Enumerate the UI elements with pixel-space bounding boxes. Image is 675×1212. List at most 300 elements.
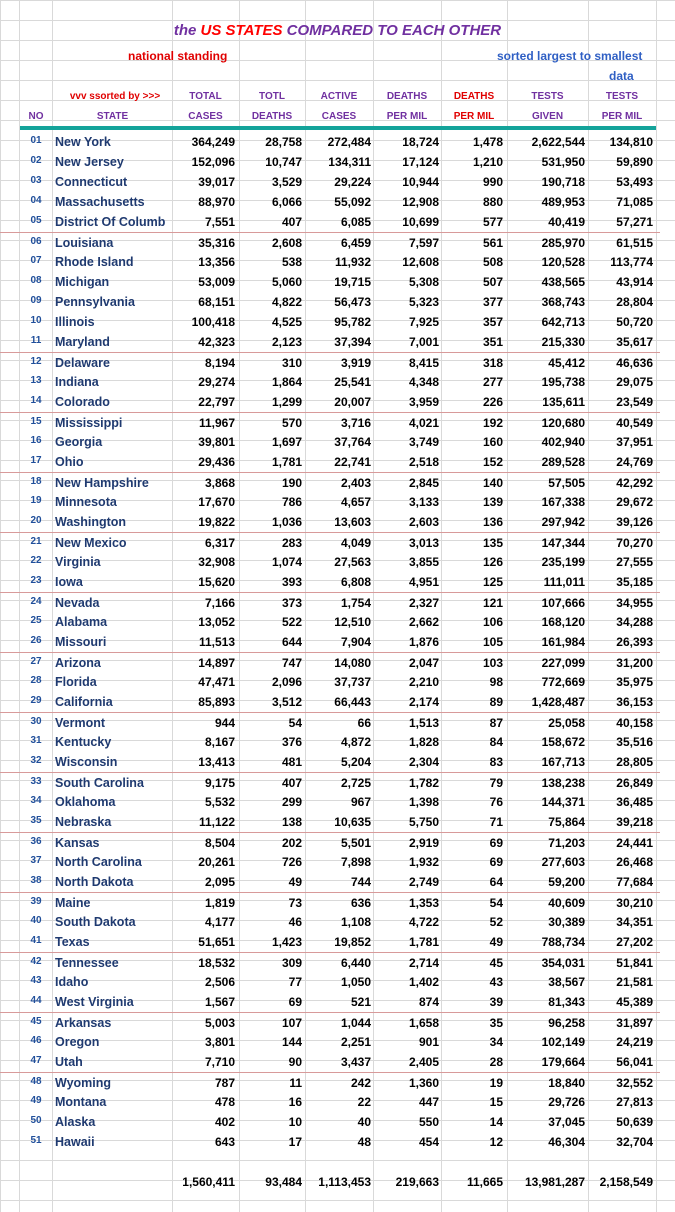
deaths-per-mil-2: 160 (482, 435, 503, 449)
total-deaths: 54 (288, 716, 302, 730)
sort-note: vvv ssorted by >>> (69, 91, 161, 102)
tests-per-mil: 50,720 (616, 315, 653, 329)
total-deaths: 2,096 (271, 675, 302, 689)
tests-per-mil: 134,810 (609, 135, 653, 149)
active-cases: 22,741 (334, 455, 371, 469)
total-deaths: 11 (289, 1076, 302, 1090)
total-deaths: 138 (281, 815, 302, 829)
deaths-per-mil-2: 35 (489, 1016, 503, 1030)
tests-given: 168,120 (541, 615, 585, 629)
header-dpm2-top: DEATHS (453, 91, 495, 102)
header-tests-top: TESTS (531, 91, 564, 102)
row-number: 46 (30, 1035, 42, 1046)
total-cases: 364,249 (191, 135, 235, 149)
total-deaths: 69 (288, 995, 302, 1009)
row-number: 01 (30, 135, 42, 146)
state-name: Iowa (55, 575, 83, 589)
row-number: 14 (30, 395, 42, 406)
state-name: Virginia (55, 555, 101, 569)
tests-given: 96,258 (548, 1016, 585, 1030)
row-number: 50 (30, 1115, 42, 1126)
state-name: Utah (55, 1055, 83, 1069)
table-row (0, 792, 660, 812)
deaths-per-mil: 1,402 (408, 975, 439, 989)
row-number: 13 (30, 375, 42, 386)
tests-given: 138,238 (541, 776, 585, 790)
state-name: Indiana (55, 375, 99, 389)
tests-per-mil: 24,441 (616, 836, 653, 850)
deaths-per-mil: 7,001 (408, 335, 439, 349)
total-cases: 8,194 (204, 356, 235, 370)
deaths-per-mil-2: 357 (482, 315, 503, 329)
total-cases: 13,052 (198, 615, 235, 629)
total-deaths: 2,123 (271, 335, 302, 349)
active-cases: 13,603 (334, 515, 371, 529)
tests-given: 438,565 (541, 275, 585, 289)
total-tests: 13,981,287 (524, 1175, 585, 1189)
active-cases: 2,725 (340, 776, 371, 790)
row-number: 39 (30, 896, 42, 907)
table-row (0, 472, 660, 492)
tests-per-mil: 39,218 (616, 815, 653, 829)
deaths-per-mil-2: 277 (482, 375, 503, 389)
row-number: 20 (30, 515, 42, 526)
table-row (0, 232, 660, 252)
table-row (0, 212, 660, 232)
totals-row (0, 1172, 660, 1192)
state-name: West Virginia (55, 995, 134, 1009)
deaths-per-mil: 1,398 (408, 795, 439, 809)
deaths-per-mil-2: 577 (482, 215, 503, 229)
total-cases: 13,356 (198, 255, 235, 269)
active-cases: 3,437 (340, 1055, 371, 1069)
subtitle-left: national standing (128, 49, 228, 63)
table-row (0, 352, 660, 372)
total-deaths: 2,608 (271, 236, 302, 250)
total-cases: 20,261 (198, 855, 235, 869)
state-name: Maryland (55, 335, 110, 349)
tests-given: 227,099 (541, 656, 585, 670)
state-name: California (55, 695, 113, 709)
total-cases: 88,970 (198, 195, 235, 209)
tests-per-mil: 27,813 (616, 1095, 653, 1109)
deaths-per-mil: 12,908 (402, 195, 439, 209)
tests-per-mil: 31,200 (616, 656, 653, 670)
tests-given: 147,344 (541, 536, 585, 550)
table-row (0, 372, 660, 392)
state-name: Delaware (55, 356, 110, 370)
active-cases: 636 (350, 896, 371, 910)
row-number: 12 (30, 356, 42, 367)
page-title: the US STATES COMPARED TO EACH OTHER (173, 22, 502, 39)
state-name: Alabama (55, 615, 108, 629)
state-name: Connecticut (55, 175, 128, 189)
table-row (0, 292, 660, 312)
deaths-per-mil: 10,944 (402, 175, 439, 189)
tests-given: 120,680 (541, 416, 585, 430)
total-cases: 3,868 (204, 476, 235, 490)
table-row (0, 512, 660, 532)
total-cases: 100,418 (191, 315, 235, 329)
total-deaths: 73 (288, 896, 302, 910)
row-number: 45 (30, 1016, 42, 1027)
table-row (0, 452, 660, 472)
row-number: 44 (30, 995, 42, 1006)
header-deaths-top: TOTL (259, 91, 285, 102)
active-cases: 19,715 (334, 275, 371, 289)
deaths-per-mil: 2,845 (408, 476, 439, 490)
table-row (0, 852, 660, 872)
row-number: 11 (30, 335, 42, 346)
state-name: New Hampshire (55, 476, 149, 490)
header-state: STATE (96, 111, 129, 122)
total-deaths: 49 (288, 875, 302, 889)
total-cases: 152,096 (191, 155, 235, 169)
deaths-per-mil-2: 192 (482, 416, 503, 430)
row-number: 49 (30, 1095, 42, 1106)
row-number: 32 (30, 755, 42, 766)
state-name: Louisiana (55, 236, 114, 250)
row-number: 48 (30, 1076, 42, 1087)
deaths-per-mil-2: 98 (489, 675, 503, 689)
tests-per-mil: 29,672 (616, 495, 653, 509)
total-cases: 42,323 (198, 335, 235, 349)
deaths-per-mil-2: 71 (489, 815, 503, 829)
deaths-per-mil-2: 45 (489, 956, 503, 970)
total-deaths: 1,697 (271, 435, 302, 449)
state-name: North Carolina (55, 855, 142, 869)
active-cases: 7,904 (340, 635, 371, 649)
state-name: Illinois (55, 315, 95, 329)
deaths-per-mil-2: 318 (482, 356, 503, 370)
tests-given: 111,011 (543, 575, 585, 589)
tests-per-mil: 32,704 (616, 1135, 653, 1149)
total-cases: 5,532 (204, 795, 235, 809)
row-number: 09 (30, 295, 42, 306)
total-cases: 402 (214, 1115, 235, 1129)
total-deaths: 747 (281, 656, 302, 670)
deaths-per-mil: 2,405 (408, 1055, 439, 1069)
header-no: NO (28, 111, 44, 122)
deaths-per-mil-2: 43 (489, 975, 503, 989)
deaths-per-mil: 1,513 (408, 716, 439, 730)
total-deaths: 310 (281, 356, 302, 370)
header-deaths-bot: DEATHS (251, 111, 293, 122)
total-deaths: 309 (281, 956, 302, 970)
total-deaths: 77 (288, 975, 302, 989)
active-cases: 20,007 (334, 395, 371, 409)
deaths-per-mil-2: 54 (489, 896, 503, 910)
deaths-per-mil: 5,323 (408, 295, 439, 309)
total-cases: 787 (214, 1076, 235, 1090)
active-cases: 6,440 (340, 956, 371, 970)
tests-per-mil: 30,210 (616, 896, 653, 910)
state-name: Texas (55, 935, 90, 949)
tests-per-mil: 31,897 (616, 1016, 653, 1030)
row-number: 35 (30, 815, 42, 826)
active-cases: 12,510 (334, 615, 371, 629)
deaths-per-mil: 17,124 (402, 155, 439, 169)
header-active-bot: CASES (321, 111, 357, 122)
tests-per-mil: 77,684 (616, 875, 653, 889)
state-name: Arkansas (55, 1016, 112, 1030)
tests-per-mil: 35,185 (616, 575, 653, 589)
row-number: 47 (30, 1055, 42, 1066)
tests-per-mil: 36,485 (616, 795, 653, 809)
table-row (0, 732, 660, 752)
active-cases: 2,251 (340, 1035, 371, 1049)
tests-per-mil: 39,126 (616, 515, 653, 529)
deaths-per-mil: 2,603 (408, 515, 439, 529)
active-cases: 37,737 (334, 675, 371, 689)
total-deaths: 107 (281, 1016, 302, 1030)
row-number: 25 (30, 615, 42, 626)
active-cases: 1,754 (340, 596, 371, 610)
total-cases: 11,967 (198, 416, 235, 430)
deaths-per-mil-2: 69 (489, 836, 503, 850)
total-deaths: 1,036 (271, 515, 302, 529)
deaths-per-mil-2: 76 (489, 795, 503, 809)
table-row (0, 172, 660, 192)
total-deaths: 407 (281, 776, 302, 790)
state-name: Massachusetts (55, 195, 145, 209)
tests-per-mil: 70,270 (616, 536, 653, 550)
table-row (0, 532, 660, 552)
deaths-per-mil-2: 880 (482, 195, 503, 209)
tests-per-mil: 61,515 (616, 236, 653, 250)
state-name: Nevada (55, 596, 100, 610)
table-row (0, 672, 660, 692)
total-cases: 53,009 (198, 275, 235, 289)
tests-given: 195,738 (541, 375, 585, 389)
row-number: 18 (30, 476, 42, 487)
tests-per-mil: 35,516 (616, 735, 653, 749)
deaths-per-mil-2: 69 (489, 855, 503, 869)
tests-per-mil: 28,805 (616, 755, 653, 769)
total-deaths: 5,060 (271, 275, 302, 289)
tests-given: 59,200 (548, 875, 585, 889)
table-row (0, 492, 660, 512)
tests-per-mil: 34,288 (616, 615, 653, 629)
deaths-per-mil: 3,133 (408, 495, 439, 509)
tests-per-mil: 53,493 (616, 175, 653, 189)
tests-per-mil: 26,393 (616, 635, 653, 649)
tests-given: 368,743 (541, 295, 585, 309)
table-row (0, 932, 660, 952)
total-deaths: 299 (281, 795, 302, 809)
row-number: 33 (30, 776, 42, 787)
tests-per-mil: 35,617 (616, 335, 653, 349)
state-name: Wisconsin (55, 755, 118, 769)
total-cases: 14,897 (198, 656, 235, 670)
tests-given: 18,840 (548, 1076, 585, 1090)
total-deaths: 786 (281, 495, 302, 509)
active-cases: 242 (350, 1076, 371, 1090)
state-name: North Dakota (55, 875, 134, 889)
tests-per-mil: 36,153 (616, 695, 653, 709)
deaths-per-mil-2: 139 (482, 495, 503, 509)
state-name: Tennessee (55, 956, 119, 970)
active-cases: 11,932 (334, 255, 371, 269)
row-number: 24 (30, 596, 42, 607)
table-row (0, 572, 660, 592)
total-cases: 3,801 (204, 1035, 235, 1049)
total-deaths: 144 (281, 1035, 302, 1049)
total-cases: 39,801 (198, 435, 235, 449)
deaths-per-mil: 5,308 (408, 275, 439, 289)
deaths-per-mil-2: 52 (489, 915, 503, 929)
state-name: Oregon (55, 1035, 100, 1049)
total-deaths: 3,512 (271, 695, 302, 709)
tests-per-mil: 40,549 (616, 416, 653, 430)
tests-per-mil: 24,769 (616, 455, 653, 469)
total-cases: 18,532 (198, 956, 235, 970)
deaths-per-mil-2: 12 (489, 1135, 503, 1149)
state-name: Vermont (55, 716, 106, 730)
row-number: 38 (30, 875, 42, 886)
active-cases: 19,852 (334, 935, 371, 949)
total-cases: 29,436 (198, 455, 235, 469)
deaths-per-mil: 7,925 (408, 315, 439, 329)
deaths-per-mil: 1,658 (408, 1016, 439, 1030)
total-deaths: 570 (281, 416, 302, 430)
state-name: Maine (55, 896, 91, 910)
tests-given: 772,669 (541, 675, 585, 689)
row-number: 26 (30, 635, 42, 646)
active-cases: 40 (357, 1115, 371, 1129)
total-deaths: 4,822 (271, 295, 302, 309)
tests-given: 642,713 (541, 315, 585, 329)
table-row (0, 1032, 660, 1052)
deaths-per-mil: 2,518 (408, 455, 439, 469)
active-cases: 744 (350, 875, 371, 889)
total-deaths: 10,747 (265, 155, 302, 169)
table-row (0, 392, 660, 412)
active-cases: 3,919 (340, 356, 371, 370)
total-active: 1,113,453 (318, 1175, 371, 1189)
row-number: 02 (30, 155, 42, 166)
deaths-per-mil-2: 140 (482, 476, 503, 490)
tests-given: 29,726 (548, 1095, 585, 1109)
tests-per-mil: 37,951 (616, 435, 653, 449)
total-cases: 1,567 (204, 995, 235, 1009)
active-cases: 55,092 (334, 195, 371, 209)
table-row (0, 592, 660, 612)
row-number: 22 (30, 555, 42, 566)
table-row (0, 432, 660, 452)
subtitle-right: sorted largest to smallest (497, 49, 643, 63)
row-number: 40 (30, 915, 42, 926)
deaths-per-mil-2: 121 (482, 596, 503, 610)
deaths-per-mil-2: 508 (482, 255, 503, 269)
deaths-per-mil: 550 (418, 1115, 439, 1129)
deaths-per-mil-2: 106 (482, 615, 503, 629)
total-cases: 1,560,411 (182, 1175, 235, 1189)
tests-given: 354,031 (541, 956, 585, 970)
active-cases: 1,044 (340, 1016, 371, 1030)
active-cases: 6,459 (340, 236, 371, 250)
header-cases-bot: CASES (188, 111, 223, 122)
active-cases: 66,443 (334, 695, 371, 709)
total-cases: 4,177 (204, 915, 235, 929)
total-cases: 47,471 (198, 675, 235, 689)
deaths-per-mil-2: 28 (489, 1055, 503, 1069)
active-cases: 25,541 (334, 375, 371, 389)
table-row (0, 332, 660, 352)
total-cases: 7,551 (204, 215, 235, 229)
deaths-per-mil: 4,951 (408, 575, 439, 589)
tests-given: 144,371 (541, 795, 585, 809)
deaths-per-mil: 2,919 (408, 836, 439, 850)
table-row (0, 892, 660, 912)
header-tpm-bot: PER MIL (601, 111, 643, 122)
active-cases: 7,898 (340, 855, 371, 869)
tests-given: 215,330 (541, 335, 585, 349)
active-cases: 521 (350, 995, 371, 1009)
total-deaths: 283 (281, 536, 302, 550)
deaths-per-mil: 4,722 (408, 915, 439, 929)
table-row (0, 1072, 660, 1092)
deaths-per-mil-2: 135 (482, 536, 503, 550)
tests-per-mil: 46,636 (616, 356, 653, 370)
state-name: Wyoming (55, 1076, 112, 1090)
row-number: 17 (30, 455, 42, 466)
deaths-per-mil: 3,855 (408, 555, 439, 569)
deaths-per-mil-2: 105 (482, 635, 503, 649)
deaths-per-mil: 5,750 (408, 815, 439, 829)
table-row (0, 1132, 660, 1152)
total-deaths: 522 (281, 615, 302, 629)
total-tests-per-mil: 2,158,549 (599, 1175, 653, 1189)
total-cases: 478 (214, 1095, 235, 1109)
deaths-per-mil-2: 49 (489, 935, 503, 949)
table-row (0, 312, 660, 332)
table-row (0, 812, 660, 832)
deaths-per-mil: 10,699 (402, 215, 439, 229)
active-cases: 4,872 (340, 735, 371, 749)
deaths-per-mil: 2,714 (408, 956, 439, 970)
tests-per-mil: 26,849 (616, 776, 653, 790)
deaths-per-mil: 2,304 (408, 755, 439, 769)
table-row (0, 272, 660, 292)
state-name: Washington (55, 515, 127, 529)
tests-given: 81,343 (548, 995, 585, 1009)
tests-given: 531,950 (541, 155, 585, 169)
deaths-per-mil: 7,597 (408, 236, 439, 250)
active-cases: 1,050 (340, 975, 371, 989)
state-name: Montana (55, 1095, 107, 1109)
row-number: 27 (30, 656, 42, 667)
total-deaths: 393 (281, 575, 302, 589)
active-cases: 5,501 (340, 836, 371, 850)
state-name: Kansas (55, 836, 100, 850)
total-cases: 8,504 (204, 836, 235, 850)
table-row (0, 252, 660, 272)
total-deaths: 3,529 (271, 175, 302, 189)
header-tests-bot: GIVEN (531, 111, 564, 122)
row-number: 37 (30, 855, 42, 866)
total-deaths: 373 (281, 596, 302, 610)
total-deaths: 90 (288, 1055, 302, 1069)
total-deaths: 202 (281, 836, 302, 850)
active-cases: 29,224 (334, 175, 371, 189)
state-name: Florida (55, 675, 97, 689)
deaths-per-mil: 4,348 (408, 375, 439, 389)
state-name: New Jersey (55, 155, 124, 169)
active-cases: 5,204 (340, 755, 371, 769)
state-name: Hawaii (55, 1135, 95, 1149)
tests-given: 2,622,544 (531, 135, 585, 149)
